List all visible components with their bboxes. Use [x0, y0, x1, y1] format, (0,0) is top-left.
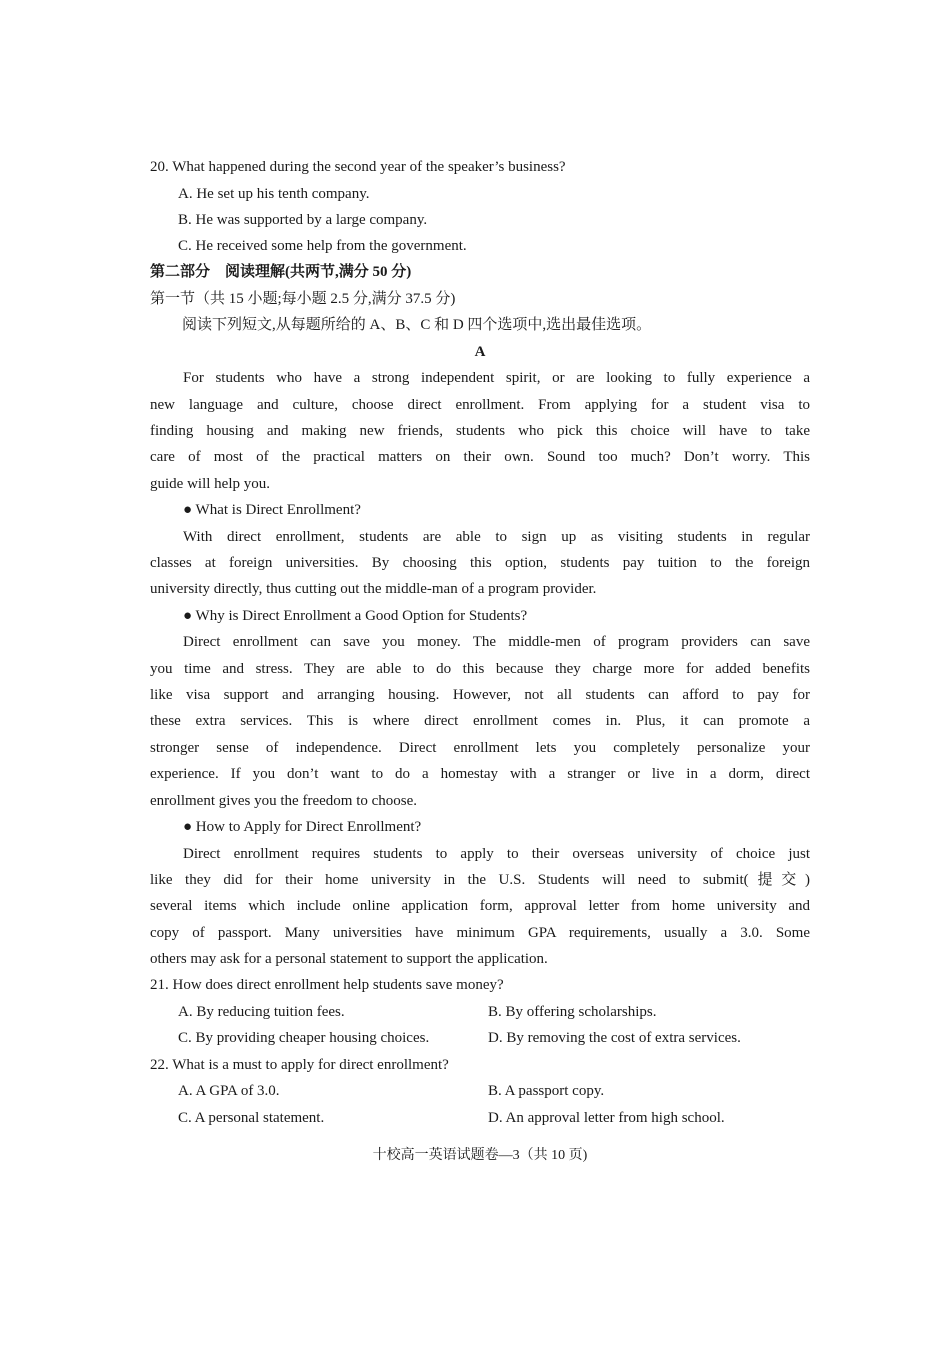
passage-letter: A: [474, 344, 486, 360]
paragraph-1-line: finding housing and making new friends, students who pick this choice will have to take: [150, 423, 810, 439]
paragraph-3-line: experience. If you don’t want to do a homestay with a stranger or live in a dorm, direct: [150, 766, 810, 782]
question-21-option-d: D. By removing the cost of extra services.: [488, 1030, 741, 1046]
subheading-how-to-apply: ● How to Apply for Direct Enrollment?: [183, 819, 422, 835]
paragraph-3-line: you time and stress. They are able to do this because they charge more for added benefits: [150, 661, 810, 677]
paragraph-2-line: university directly, thus cutting out the middle-man of a program provider.: [150, 581, 597, 597]
question-20-option-b: B. He was supported by a large company.: [178, 212, 428, 228]
paragraph-1-line: new language and culture, choose direct enrollment. From applying for a student visa to: [150, 397, 810, 413]
paragraph-2-line: With direct enrollment, students are able to sign up as visiting students in regular: [183, 529, 810, 545]
page-footer: 十校高一英语试题卷—3（共 10 页): [372, 1148, 588, 1163]
question-21-option-b: B. By offering scholarships.: [488, 1004, 657, 1020]
part-two-heading: 第二部分 阅读理解(共两节,满分 50 分): [150, 264, 412, 280]
paragraph-1-line: For students who have a strong independent spirit, or are looking to fully experience a: [183, 370, 810, 386]
paragraph-3-line: Direct enrollment can save you money. The middle-men of program providers can save: [183, 634, 810, 650]
section-one-heading: 第一节（共 15 小题;每小题 2.5 分,满分 37.5 分): [150, 291, 456, 307]
subheading-what-is: ● What is Direct Enrollment?: [183, 502, 361, 518]
question-20-stem: 20. What happened during the second year of the speaker’s business?: [150, 159, 566, 175]
paragraph-4-line: others may ask for a personal statement to support the application.: [150, 951, 548, 967]
paragraph-4-line: Direct enrollment requires students to apply to their overseas university of choice just: [183, 846, 810, 862]
question-22-option-c: C. A personal statement.: [178, 1110, 325, 1126]
paragraph-2-line: classes at foreign universities. By choosing this option, students pay tuition to the foreign: [150, 555, 810, 571]
question-20-option-a: A. He set up his tenth company.: [178, 186, 370, 202]
question-22-option-a: A. A GPA of 3.0.: [178, 1083, 280, 1099]
paragraph-3-line: like visa support and arranging housing. However, not all students can afford to pay for: [150, 687, 810, 703]
paragraph-1-line: care of most of the practical matters on their own. Sound too much? Don’t worry. This: [150, 449, 810, 465]
paragraph-3-line: stronger sense of independence. Direct enrollment lets you completely personalize your: [150, 740, 810, 756]
paragraph-4-line: like they did for their home university in the U.S. Students will need to submit(提交): [150, 872, 810, 888]
question-21-option-a: A. By reducing tuition fees.: [178, 1004, 345, 1020]
reading-instruction: 阅读下列短文,从每题所给的 A、B、C 和 D 四个选项中,选出最佳选项。: [182, 317, 652, 333]
question-22-option-d: D. An approval letter from high school.: [488, 1110, 725, 1126]
subheading-why: ● Why is Direct Enrollment a Good Option for Students?: [183, 608, 528, 624]
paragraph-3-line: enrollment gives you the freedom to choose.: [150, 793, 418, 809]
question-22-stem: 22. What is a must to apply for direct enrollment?: [150, 1057, 449, 1073]
question-21-stem: 21. How does direct enrollment help students save money?: [150, 977, 504, 993]
question-22-option-b: B. A passport copy.: [488, 1083, 605, 1099]
paragraph-4-line: several items which include online application form, approval letter from home university and: [150, 898, 810, 914]
question-20-option-c: C. He received some help from the government.: [178, 238, 467, 254]
paragraph-4-line: copy of passport. Many universities have minimum GPA requirements, usually a 3.0. Some: [150, 925, 810, 941]
question-21-option-c: C. By providing cheaper housing choices.: [178, 1030, 430, 1046]
paragraph-1-line: guide will help you.: [150, 476, 270, 492]
paragraph-3-line: these extra services. This is where direct enrollment comes in. Plus, it can promote a: [150, 713, 810, 729]
